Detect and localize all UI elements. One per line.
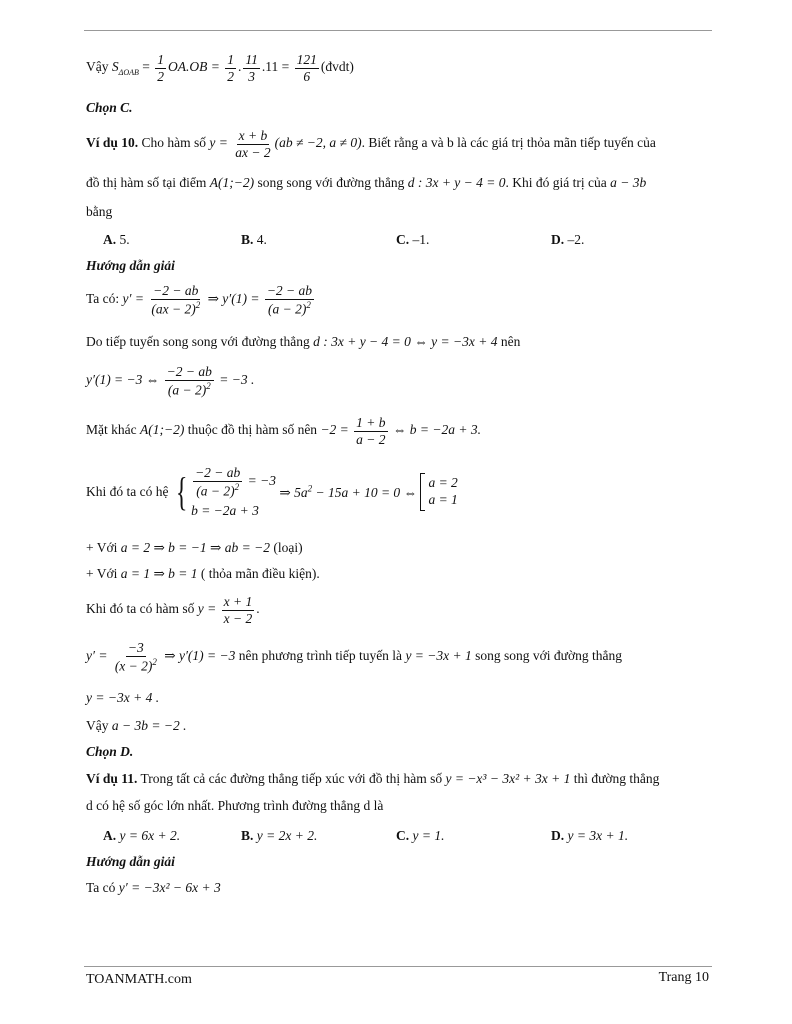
area-conclusion: Vậy $S_{\Delta OAB}$ = $\frac{1}{2}$ OA.OB = $\frac{1}{2}$ . $\frac{11}{3}$ .11 = $\frac{121}{6}$ (đvdt) xyxy=(86,52,354,84)
step-7: + Với a = 1 ⇒ b = 1 ( thỏa mãn điều kiện). xyxy=(86,566,320,581)
example-10-line1: Ví dụ 10. Cho hàm số y = $\frac{x + b}{ax - 2}$ (ab ≠ −2, a ≠ 0). Biết rằng a và b là các giá trị thỏa mãn tiếp tuyến của xyxy=(86,128,656,160)
example-10-line2: đồ thị hàm số tại điểm A(1;−2) song song với đường thẳng d : 3x + y − 4 = 0. Khi đó giá trị của a − 3b xyxy=(86,175,647,190)
option-c: C. –1. xyxy=(396,232,430,247)
step-8: Khi đó ta có hàm số y = $\frac{x + 1}{x - 2}$ . xyxy=(86,594,260,626)
brace: { xyxy=(175,469,188,515)
step-10: y = −3x + 4 . xyxy=(86,690,160,705)
math: = xyxy=(138,59,154,75)
fraction: $\frac{-3}{(x - 2)^2}$ xyxy=(114,640,157,674)
solution-heading: Hướng dẫn giải xyxy=(86,854,175,869)
answer-d: Chọn D. xyxy=(86,744,134,759)
math-sub: ΔOAB xyxy=(118,67,139,77)
fraction: $\frac{x + 1}{x - 2}$ xyxy=(223,594,253,626)
fraction: $\frac{-2 - ab}{(ax - 2)^2}$ xyxy=(151,283,201,317)
system: $\frac{-2 - ab}{(a - 2)^2}$ = −3 b = −2a + 3 xyxy=(191,465,277,518)
fraction: $\frac{1 + b}{a - 2}$ xyxy=(356,415,386,447)
math: OA.OB = xyxy=(168,59,224,75)
step-1: Ta có: y′ = $\frac{-2 - ab}{(ax - 2)^2}$ ⇒ y′(1) = $\frac{-2 - ab}{(a - 2)^2}$ xyxy=(86,283,313,317)
step-6: + Với a = 2 ⇒ b = −1 ⇒ ab = −2 (loại) xyxy=(86,540,303,555)
option-b: B. y = 2x + 2. xyxy=(241,828,318,843)
fraction: $\frac{121}{6}$ xyxy=(296,52,317,84)
option-a: A. 5. xyxy=(103,232,130,247)
step-3: y′(1) = −3 ⇔ $\frac{-2 - ab}{(a - 2)^2}$ = −3 . xyxy=(86,364,255,398)
header-rule xyxy=(84,30,712,31)
solutions: a = 2 a = 1 xyxy=(428,475,458,508)
example-11-line1: Ví dụ 11. Trong tất cả các đường thẳng tiếp xúc với đồ thị hàm số y = −x³ − 3x² + 3x + 1 thì đường thẳng xyxy=(86,771,660,786)
option-c: C. y = 1. xyxy=(396,828,445,843)
example-10-line3: bằng xyxy=(86,204,113,219)
footer-rule xyxy=(84,966,712,967)
fraction: $\frac{x + b}{ax - 2}$ xyxy=(235,128,271,160)
fraction: $\frac{11}{3}$ xyxy=(245,52,258,84)
step-5-system: Khi đó ta có hệ { $\frac{-2 - ab}{(a - 2)^2}$ = −3 b = −2a + 3 ⇒ $5a^2 - 15a + 10 = 0$ ⇔ a = 2 a = 1 xyxy=(86,465,458,518)
fraction: $\frac{1}{2}$ xyxy=(157,52,164,84)
step-9: y′ = $\frac{-3}{(x - 2)^2}$ ⇒ y′(1) = −3 nên phương trình tiếp tuyến là y = −3x + 1 song song với đường thẳng xyxy=(86,640,622,674)
solution-heading: Hướng dẫn giải xyxy=(86,258,175,273)
fraction: $\frac{-2 - ab}{(a - 2)^2}$ xyxy=(166,364,212,398)
fraction: $\frac{-2 - ab}{(a - 2)^2}$ xyxy=(266,283,313,317)
step-12: Ta có y′ = −3x² − 6x + 3 xyxy=(86,880,221,895)
option-b: B. 4. xyxy=(241,232,267,247)
step-11: Vậy a − 3b = −2 . xyxy=(86,718,187,733)
option-d: D. y = 3x + 1. xyxy=(551,828,629,843)
example-11-line2: d có hệ số góc lớn nhất. Phương trình đường thẳng d là xyxy=(86,798,384,813)
step-4: Mặt khác A(1;−2) thuộc đồ thị hàm số nên −2 = $\frac{1 + b}{a - 2}$ ⇔ b = −2a + 3. xyxy=(86,415,482,447)
option-d: D. –2. xyxy=(551,232,585,247)
bracket xyxy=(420,473,425,511)
footer-site[interactable]: TOANMATH.com xyxy=(86,972,192,987)
example-label: Ví dụ 11. xyxy=(86,771,138,786)
example-label: Ví dụ 10. xyxy=(86,135,139,151)
step-2: Do tiếp tuyến song song với đường thẳng d : 3x + y − 4 = 0 ⇔ y = −3x + 4 nên xyxy=(86,334,521,349)
page-number: Trang 10 xyxy=(658,970,709,985)
math: S xyxy=(111,59,119,75)
option-a: A. y = 6x + 2. xyxy=(103,828,181,843)
text: Vậy xyxy=(86,59,112,75)
answer-c: Chọn C. xyxy=(86,100,133,115)
fraction: $\frac{1}{2}$ xyxy=(227,52,234,84)
